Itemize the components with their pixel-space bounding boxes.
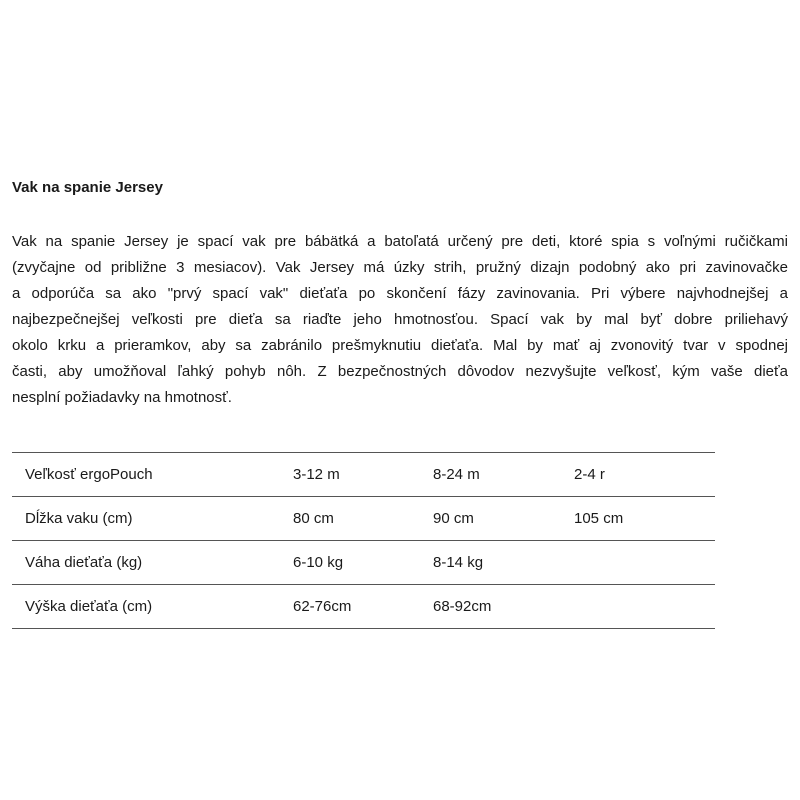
paragraph-line: časti, aby umožňoval ľahký pohyb nôh. Z bezpečnostných dôvodov nezvyšujte veľkosť, kým vaše dieťa	[12, 363, 788, 380]
table-cell: 3-12 m	[293, 453, 433, 497]
table-cell: 80 cm	[293, 497, 433, 541]
table-cell: Váha dieťaťa (kg)	[12, 541, 293, 585]
size-table	[12, 452, 715, 629]
table-cell: 62-76cm	[293, 585, 433, 629]
paragraph-line: Vak na spanie Jersey je spací vak pre bábätká a batoľatá určený pre deti, ktoré spia s voľnými ručičkami	[12, 233, 788, 250]
paragraph-line: nesplní požiadavky na hmotnosť.	[12, 389, 232, 406]
table-row	[12, 585, 715, 629]
table-cell: 105 cm	[574, 497, 715, 541]
paragraph-line: okolo krku a prieramkov, aby sa zabránilo prešmyknutiu dieťaťa. Mal by mať aj zvonovitý tvar v spodnej	[12, 337, 788, 354]
table-cell	[574, 541, 715, 585]
paragraph-line: a odporúča sa ako "prvý spací vak" dieťaťa po skončení fázy zavinovania. Pri výbere najvhodnejšej a	[12, 285, 788, 302]
table-cell: 68-92cm	[433, 585, 574, 629]
table-cell: 90 cm	[433, 497, 574, 541]
table-cell: 8-14 kg	[433, 541, 574, 585]
document-paragraph	[12, 229, 788, 411]
table-cell: 2-4 r	[574, 453, 715, 497]
table-cell: 8-24 m	[433, 453, 574, 497]
table-row	[12, 453, 715, 497]
table-row	[12, 497, 715, 541]
table-cell: Dĺžka vaku (cm)	[12, 497, 293, 541]
paragraph-line: najbezpečnejšej veľkosti pre dieťa sa riaďte jeho hmotnosťou. Spací vak by mal byť dobre priliehavý	[12, 311, 788, 328]
document-title: Vak na spanie Jersey	[12, 179, 163, 196]
table-cell: 6-10 kg	[293, 541, 433, 585]
table-cell	[574, 585, 715, 629]
paragraph-line: (zvyčajne od približne 3 mesiacov). Vak Jersey má úzky strih, pružný dizajn podobný ako pri zavinovačke	[12, 259, 788, 276]
table-row	[12, 541, 715, 585]
table-cell: Výška dieťaťa (cm)	[12, 585, 293, 629]
table-cell: Veľkosť ergoPouch	[12, 453, 293, 497]
